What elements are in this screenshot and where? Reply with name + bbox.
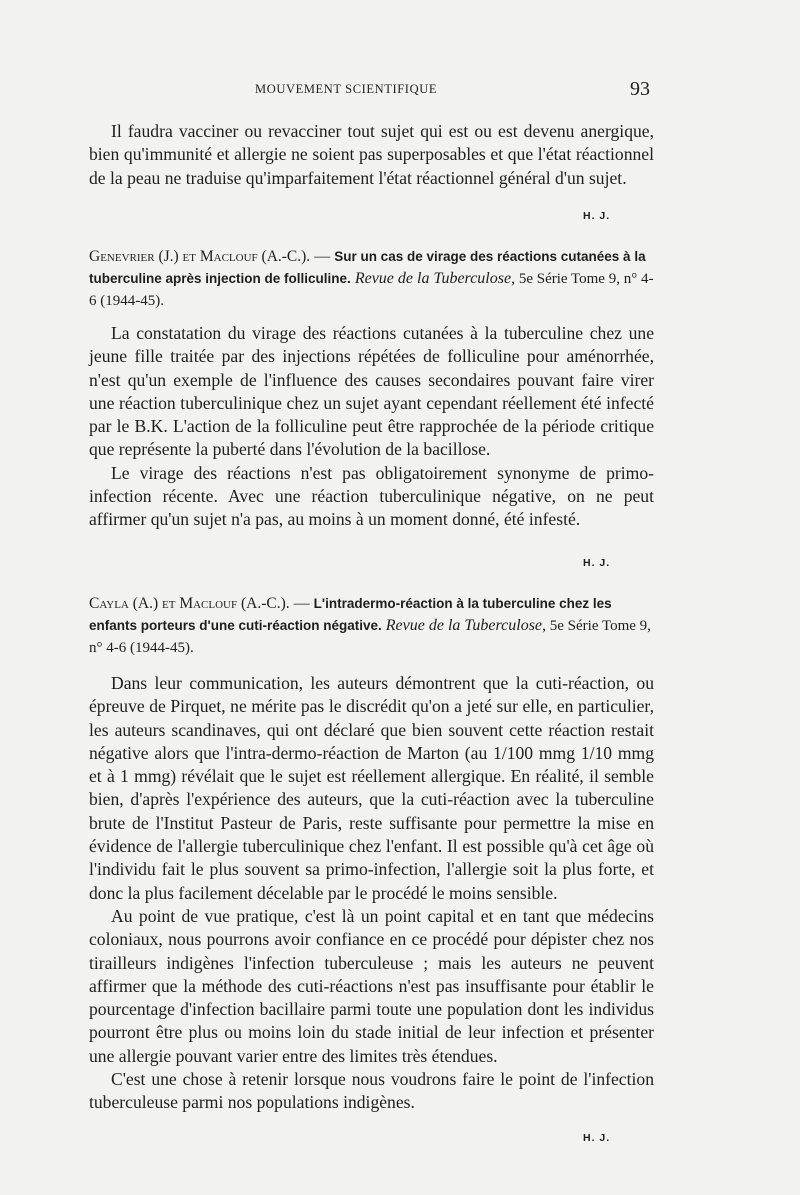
review-paragraph-2 (89, 322, 654, 532)
paragraph: Le virage des réactions n'est pas obligatoirement synonyme de primo-infection récente. Avec une réaction tuberculinique négative, on ne peut affirmer qu'un sujet n'a pas, au moins à un moment donné, été infesté. (89, 462, 654, 530)
paragraph: Dans leur communication, les auteurs démontrent que la cuti-réaction, ou épreuve de Pirquet, ne mérite pas le discrédit qu'on a jeté sur elle, en particulier, les auteurs scandinaves, qui ont déclaré que bien souvent cette réaction restait négative alors que l'intra-dermo-réaction de Marton (au 1/100 mmg 1/10 mmg et à 1 mmg) révélait que le sujet est réellement allergique. En réalité, il semble bien, d'après l'expérience des auteurs, que la cuti-réaction avec la tuberculine brute de l'Institut Pasteur de Paris, reste suffisante pour permettre la mise en évidence de l'allergie tuberculinique chez l'enfant. Il est possible qu'à cet âge où l'individu fait le plus souvent sa primo-infection, l'allergie soit la plus forte, et donc la plus facilement décelable par le procédé le moins sensible. (89, 673, 654, 903)
reference-volume: 5e Série Tome 9, n° 4-6 (1944-45). (89, 618, 651, 656)
reference-dash: — (289, 595, 314, 612)
reference-2 (89, 593, 654, 659)
reference-journal: Revue de la Tuberculose, (385, 617, 547, 634)
page-header (0, 78, 800, 104)
paragraph: C'est une chose à retenir lorsque nous voudrons faire le point de l'infection tuberculeuse parmi nos populations indigènes. (89, 1069, 654, 1113)
signature-1: H. J. (583, 210, 611, 222)
running-title: MOUVEMENT SCIENTIFIQUE (255, 82, 438, 96)
paragraph: La constatation du virage des réactions cutanées à la tuberculine chez une jeune fille traitée par des injections répétées de folliculine pour aménorrhée, n'est qu'un exemple de l'influence des causes secondaires pouvant faire virer une réaction tuberculinique chez un sujet ayant cependant réellement été infecté par le B.K. L'action de la folliculine peut être rapprochée de la période critique que représente la puberté dans l'évolution de la bacillose. (89, 323, 654, 460)
page-number: 93 (630, 78, 650, 100)
reference-dash: — (310, 248, 335, 265)
reference-authors: Cayla (A.) et Maclouf (A.-C.). (89, 595, 290, 612)
review-paragraph-1 (89, 120, 654, 190)
reference-journal: Revue de la Tuberculose, (354, 270, 516, 287)
review-paragraph-3 (89, 672, 654, 1115)
signature-3: H. J. (583, 1132, 611, 1144)
reference-title: L'intradermo-réaction à la tuberculine chez les enfants porteurs d'une cuti-réaction négative. (89, 596, 612, 633)
paragraph: Il faudra vacciner ou revacciner tout sujet qui est ou est devenu anergique, bien qu'immunité et allergie ne soient pas superposables et que l'état réactionnel de la peau ne traduise qu'imparfaitement l'état réactionnel général d'un sujet. (89, 121, 654, 188)
reference-authors: Genevrier (J.) et Maclouf (A.-C.). (89, 248, 311, 265)
reference-title: Sur un cas de virage des réactions cutanées à la tuberculine après injection de folliculine. (89, 249, 646, 286)
reference-volume: 5e Série Tome 9, n° 4-6 (1944-45). (89, 271, 654, 309)
signature-2: H. J. (583, 557, 611, 569)
paragraph: Au point de vue pratique, c'est là un point capital et en tant que médecins coloniaux, nous pourrons avoir confiance en ce procédé pour dépister chez nos tirailleurs indigènes l'infection tuberculeuse ; mais les auteurs ne peuvent affirmer que la méthode des cuti-réactions n'est pas insuffisante pour établir le pourcentage d'infection bacillaire parmi toute une population dont les individus pourront être plus ou moins loin du stade initial de leur infection et présenter une allergie pouvant varier entre des limites très étendues. (89, 905, 654, 1066)
reference-1 (89, 246, 654, 312)
